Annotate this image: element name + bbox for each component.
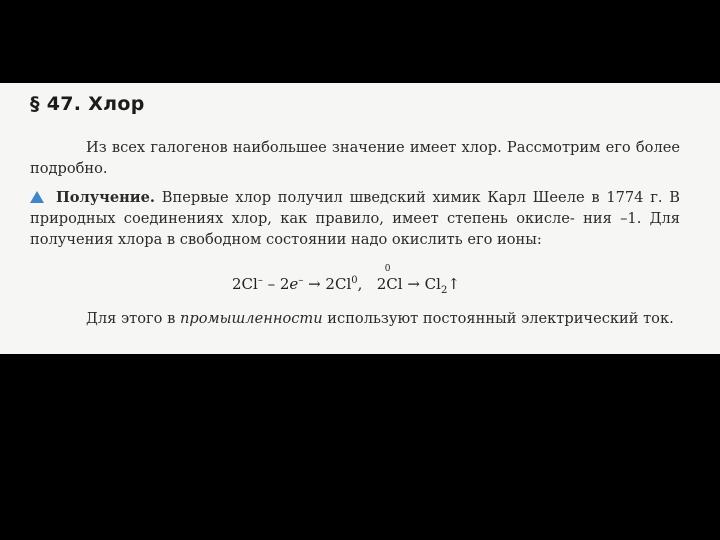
intro-paragraph: Из всех галогенов наибольшее значение имеет хлор. Рассмотрим его более подробно. [30,139,680,177]
equation-product: 2Cl [325,275,352,293]
oxidation-state-zero: 0 [384,264,391,274]
obtaining-text: Впервые хлор получил шведский химик Карл Шееле в 1774 г. В природных соединениях хлор, как правило, имеет степень окисле- ния –1. Для получения хлора в свободном состоянии надо окислить его ионы: [30,189,680,248]
textbook-page [0,83,720,354]
arrow-right-icon: → [303,275,326,293]
chloride-charge: – [257,275,263,286]
gas-up-arrow-icon: ↑ [447,275,460,293]
chlorine-molecule: Cl [424,275,441,293]
chlorine-subscript: 2 [440,285,448,296]
equation-comma: , [357,275,363,293]
electron-charge: – [298,275,304,286]
arrow-right-icon: → [402,275,425,293]
obtaining-paragraph [30,187,680,250]
industry-text-end: используют постоянный электрический ток. [327,310,674,327]
chlorine-atoms [376,264,403,293]
industry-text-start: Для этого в [86,310,176,327]
industry-emphasis: промышленности [179,310,323,327]
industry-paragraph [30,308,680,329]
chemical-equation [232,264,460,296]
section-title: § 47. Хлор [30,93,145,115]
obtaining-heading: Получение. [56,189,155,206]
equation-reactant: 2Cl [232,275,258,293]
electron-symbol: e [289,275,299,293]
equation-minus: – 2 [262,275,290,293]
triangle-marker-icon [30,191,44,203]
chlorine-atoms-label: 2Cl [376,275,403,293]
product-charge: 0 [351,275,358,286]
